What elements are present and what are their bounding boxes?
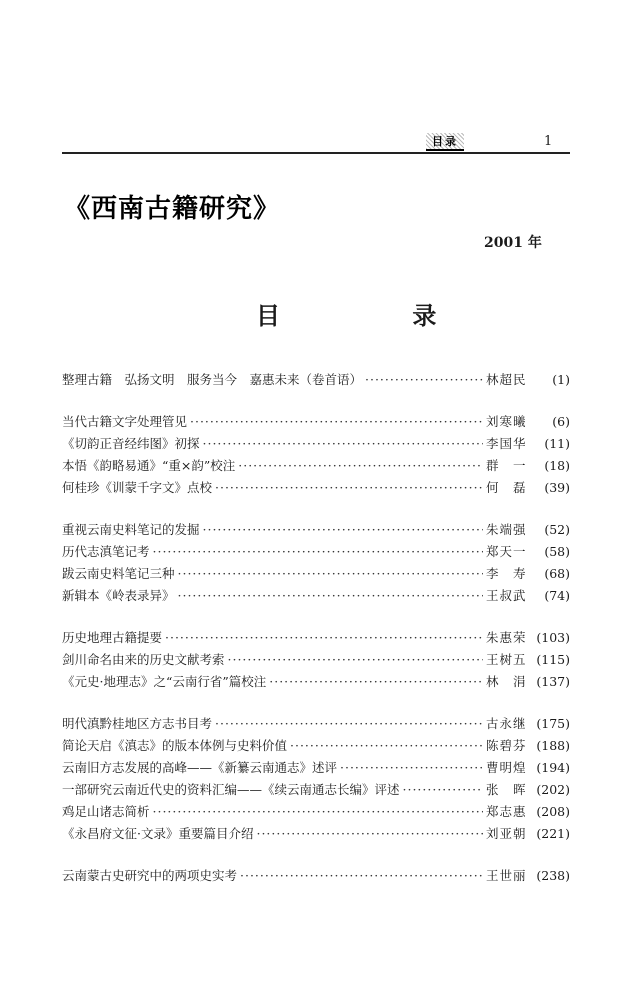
toc-entry-author: 何 磊 bbox=[486, 480, 527, 495]
toc-entry-page: (188) bbox=[536, 738, 570, 753]
toc-entry-title: 跋云南史料笔记三种 bbox=[62, 566, 175, 581]
toc-heading: 目 录 bbox=[256, 302, 499, 330]
toc-entry-title: 明代滇黔桂地区方志书目考 bbox=[62, 716, 213, 731]
toc-leader-dots bbox=[256, 823, 483, 845]
toc-entry-author: 王叔武 bbox=[486, 588, 527, 603]
toc-leader-dots bbox=[153, 541, 483, 563]
toc-entry-author: 王树五 bbox=[486, 652, 527, 667]
toc-entry[interactable] bbox=[62, 541, 570, 563]
toc-entry-page: (115) bbox=[536, 652, 570, 667]
page-number: 1 bbox=[544, 134, 553, 149]
toc-leader-dots bbox=[269, 671, 483, 693]
toc-group bbox=[62, 519, 570, 607]
toc-entry-author: 刘寒曦 bbox=[486, 414, 527, 429]
toc-entry[interactable] bbox=[62, 433, 570, 455]
toc-entry[interactable] bbox=[62, 735, 570, 757]
toc-entry[interactable] bbox=[62, 671, 570, 693]
table-of-contents bbox=[62, 369, 570, 907]
toc-entry-page: (11) bbox=[544, 436, 570, 451]
toc-entry[interactable] bbox=[62, 649, 570, 671]
toc-entry-title: 重视云南史料笔记的发掘 bbox=[62, 522, 200, 537]
toc-entry-page: (137) bbox=[536, 674, 570, 689]
toc-entry-page: (238) bbox=[536, 868, 570, 883]
toc-entry[interactable] bbox=[62, 865, 570, 887]
toc-leader-dots bbox=[165, 627, 483, 649]
toc-leader-dots bbox=[240, 865, 483, 887]
toc-entry[interactable] bbox=[62, 627, 570, 649]
toc-entry-title: 整理古籍 弘扬文明 服务当今 嘉惠未来（卷首语） bbox=[62, 372, 363, 387]
toc-entry[interactable] bbox=[62, 823, 570, 845]
toc-entry-page: (202) bbox=[536, 782, 570, 797]
toc-entry-page: (68) bbox=[544, 566, 570, 581]
toc-group bbox=[62, 713, 570, 845]
toc-entry-author: 朱端强 bbox=[486, 522, 527, 537]
toc-leader-dots bbox=[153, 801, 483, 823]
toc-entry[interactable] bbox=[62, 801, 570, 823]
toc-entry[interactable] bbox=[62, 713, 570, 735]
toc-entry[interactable] bbox=[62, 519, 570, 541]
toc-entry-author: 张 晖 bbox=[486, 782, 527, 797]
toc-leader-dots bbox=[290, 735, 483, 757]
toc-leader-dots bbox=[203, 433, 483, 455]
toc-leader-dots bbox=[403, 779, 483, 801]
toc-leader-dots bbox=[190, 411, 483, 433]
toc-leader-dots bbox=[178, 563, 483, 585]
toc-entry-author: 林超民 bbox=[486, 372, 527, 387]
journal-title: 《西南古籍研究》 bbox=[64, 194, 281, 224]
toc-entry-page: (221) bbox=[536, 826, 570, 841]
toc-entry[interactable] bbox=[62, 411, 570, 433]
toc-group bbox=[62, 865, 570, 887]
toc-leader-dots bbox=[228, 649, 483, 671]
toc-entry-author: 古永继 bbox=[486, 716, 527, 731]
toc-leader-dots bbox=[215, 713, 483, 735]
toc-entry-author: 林 涓 bbox=[486, 674, 527, 689]
header-rule bbox=[62, 152, 570, 154]
toc-entry-title: 《永昌府文征·文录》重要篇目介绍 bbox=[62, 826, 254, 841]
toc-leader-dots bbox=[203, 519, 483, 541]
toc-entry-title: 鸡足山诸志简析 bbox=[62, 804, 150, 819]
toc-entry-title: 本悟《韵略易通》“重×韵”校注 bbox=[62, 458, 236, 473]
toc-group bbox=[62, 411, 570, 499]
running-header-label: 目录 bbox=[426, 133, 464, 151]
running-header-tag bbox=[426, 134, 464, 149]
toc-entry-page: (52) bbox=[544, 522, 570, 537]
toc-entry-author: 王世丽 bbox=[486, 868, 527, 883]
toc-entry-author: 曹明煌 bbox=[486, 760, 527, 775]
toc-entry[interactable] bbox=[62, 585, 570, 607]
toc-entry-author: 朱惠荣 bbox=[486, 630, 527, 645]
toc-entry[interactable] bbox=[62, 477, 570, 499]
toc-entry-author: 刘亚朝 bbox=[486, 826, 527, 841]
toc-entry-title: 历史地理古籍提要 bbox=[62, 630, 163, 645]
toc-entry-author: 李 寿 bbox=[486, 566, 527, 581]
toc-entry-page: (74) bbox=[544, 588, 570, 603]
toc-entry-page: (208) bbox=[536, 804, 570, 819]
toc-entry-title: 一部研究云南近代史的资料汇编——《续云南通志长编》评述 bbox=[62, 782, 400, 797]
toc-leader-dots bbox=[340, 757, 483, 779]
toc-entry[interactable] bbox=[62, 563, 570, 585]
toc-leader-dots bbox=[365, 369, 483, 391]
toc-entry-title: 《切韵正音经纬图》初探 bbox=[62, 436, 200, 451]
toc-entry[interactable] bbox=[62, 455, 570, 477]
toc-entry-title: 何桂珍《训蒙千字文》点校 bbox=[62, 480, 213, 495]
toc-entry-title: 新辑本《岭表录异》 bbox=[62, 588, 175, 603]
toc-entry-title: 简论天启《滇志》的版本体例与史料价值 bbox=[62, 738, 288, 753]
toc-leader-dots bbox=[178, 585, 483, 607]
toc-entry-page: (1) bbox=[552, 372, 570, 387]
toc-entry-page: (194) bbox=[536, 760, 570, 775]
toc-entry-title: 历代志滇笔记考 bbox=[62, 544, 150, 559]
toc-entry-page: (18) bbox=[544, 458, 570, 473]
toc-entry-author: 陈碧芬 bbox=[486, 738, 527, 753]
toc-entry-title: 当代古籍文字处理管见 bbox=[62, 414, 188, 429]
toc-leader-dots bbox=[215, 477, 483, 499]
journal-year: 2001 年 bbox=[484, 235, 542, 251]
toc-entry-author: 群 一 bbox=[486, 458, 527, 473]
toc-entry-title: 剑川命名由来的历史文献考索 bbox=[62, 652, 225, 667]
toc-group bbox=[62, 369, 570, 391]
toc-entry-page: (58) bbox=[544, 544, 570, 559]
toc-entry-page: (6) bbox=[552, 414, 570, 429]
toc-entry-page: (39) bbox=[544, 480, 570, 495]
toc-entry-title: 《元史·地理志》之“云南行省”篇校注 bbox=[62, 674, 267, 689]
toc-entry-title: 云南旧方志发展的高峰——《新纂云南通志》述评 bbox=[62, 760, 338, 775]
toc-entry[interactable] bbox=[62, 779, 570, 801]
toc-entry-author: 郑志惠 bbox=[486, 804, 527, 819]
toc-leader-dots bbox=[238, 455, 483, 477]
toc-entry-page: (175) bbox=[536, 716, 570, 731]
toc-entry-title: 云南蒙古史研究中的两项史实考 bbox=[62, 868, 238, 883]
toc-entry-author: 郑天一 bbox=[486, 544, 527, 559]
toc-group bbox=[62, 627, 570, 693]
toc-entry[interactable] bbox=[62, 369, 570, 391]
toc-entry-page: (103) bbox=[536, 630, 570, 645]
toc-entry-author: 李国华 bbox=[486, 436, 527, 451]
toc-entry[interactable] bbox=[62, 757, 570, 779]
